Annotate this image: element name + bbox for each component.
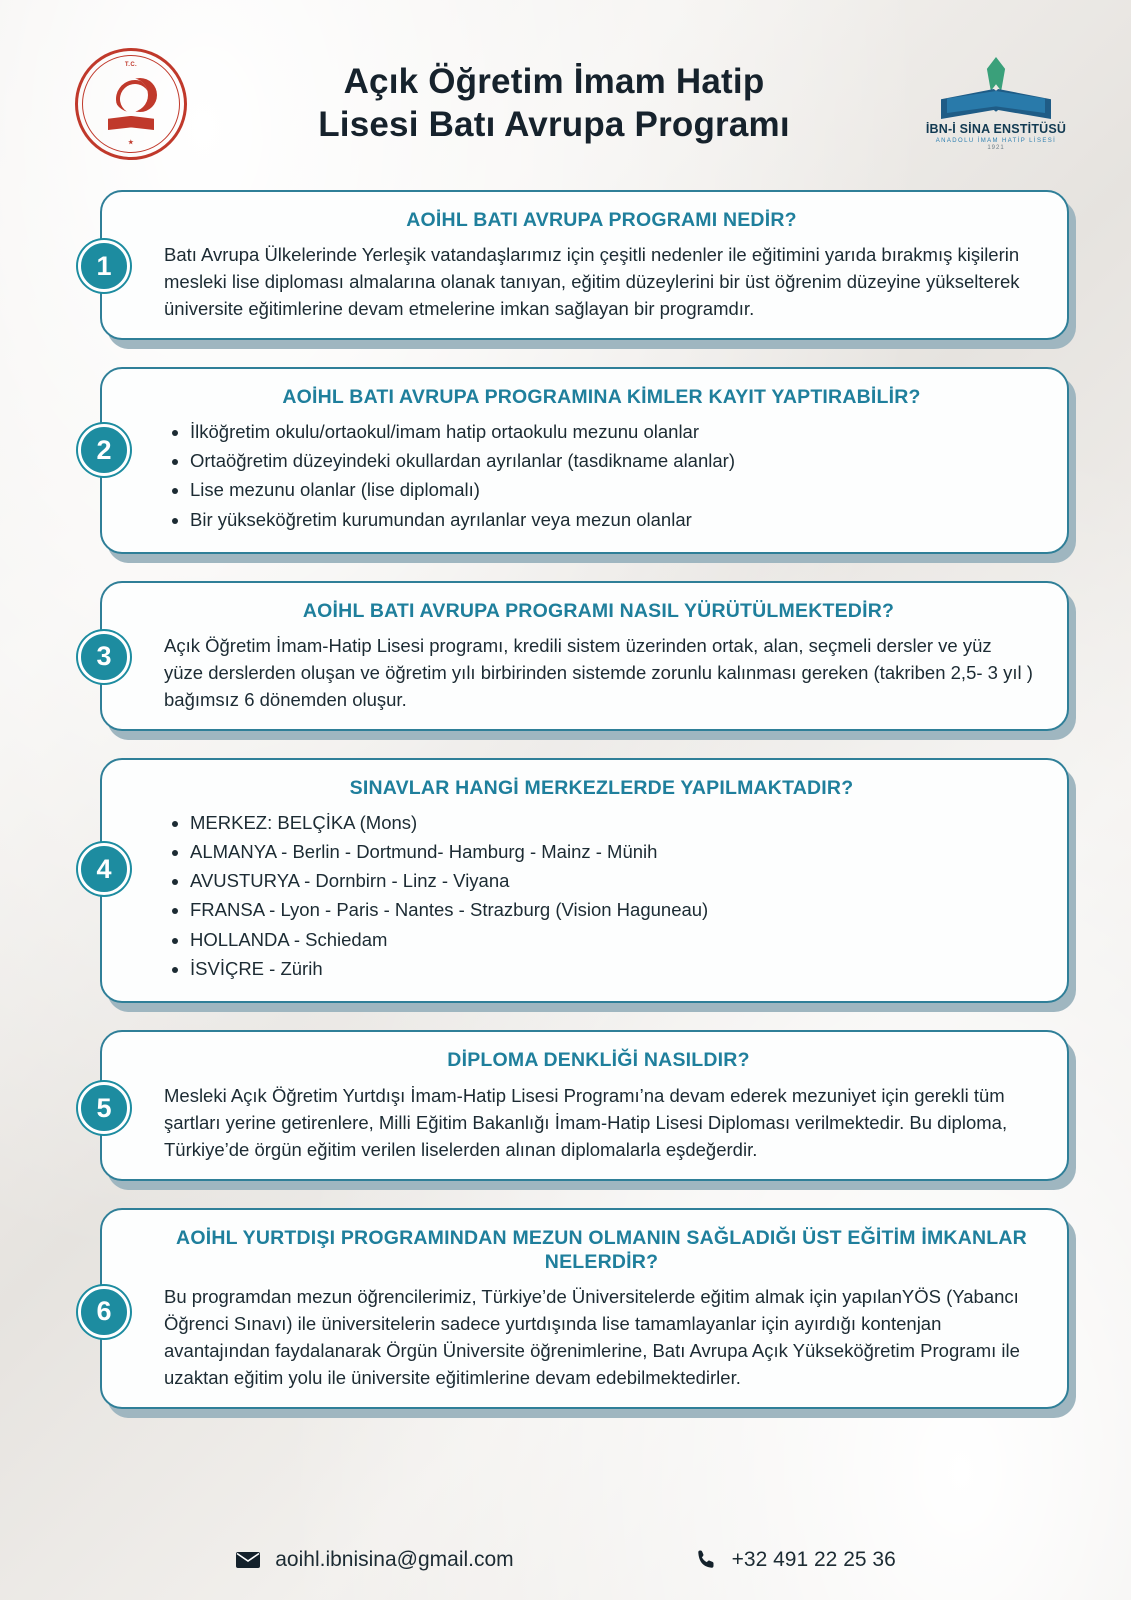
list-item: • Lise mezunu olanlar (lise diplomalı): [190, 477, 1039, 503]
list-item: • İSVİÇRE - Zürih: [190, 956, 1039, 982]
footer-phone-text: +32 491 22 25 36: [731, 1548, 896, 1571]
faq-body-6: [164, 1283, 1039, 1391]
faq-body-4: [164, 810, 1039, 983]
faq-title-2: AOİHL BATI AVRUPA PROGRAMINA KİMLER KAYIT YAPTIRABİLİR?: [282, 386, 921, 409]
faq-item-5: [78, 1030, 1069, 1180]
step-badge-4: 4: [78, 843, 130, 895]
footer-email-text: aoihl.ibnisina@gmail.com: [275, 1548, 514, 1571]
list-item: • İlköğretim okulu/ortaokul/imam hatip ortaokulu mezunu olanlar: [190, 419, 1039, 445]
faq-card-5: [100, 1030, 1069, 1180]
faq-card-6: [100, 1208, 1069, 1410]
page-title-line2: Lisesi Batı Avrupa Programı: [318, 105, 790, 144]
institute-logo: [921, 57, 1071, 151]
phone-icon: [694, 1548, 718, 1572]
institute-logo-subtitle: ANADOLU İMAM HATİP LİSESİ: [935, 138, 1057, 144]
faq-item-6: [78, 1208, 1069, 1410]
step-badge-1: 1: [78, 240, 130, 292]
crescent-icon: [114, 78, 148, 112]
faq-paragraph-5: Mesleki Açık Öğretim Yurtdışı İmam-Hatip Lisesi Programı’na devam ederek mezuniyet için gerekli tüm şartları yerine getirenlere, Milli Eğitim Bakanlığı İmam-Hatip Lisesi Diploması verilmektedir. Bu diploma, Türkiye’de örgün eğitim verilen liselerden alınan diplomalarla eşdeğerdir.: [164, 1084, 1008, 1160]
faq-title-3: AOİHL BATI AVRUPA PROGRAMI NASIL YÜRÜTÜLMEKTEDİR?: [302, 599, 895, 622]
list-item: • ALMANYA - Berlin - Dortmund- Hamburg - Mainz - Münih: [190, 839, 1039, 865]
step-badge-3: 3: [78, 631, 130, 683]
faq-title-1: AOİHL BATI AVRUPA PROGRAMI NEDİR?: [406, 209, 797, 231]
faq-card-3: [100, 581, 1069, 731]
faq-item-2: [78, 367, 1069, 553]
faq-card-list: [0, 190, 1131, 1409]
step-badge-5: 5: [78, 1082, 130, 1134]
faq-title-6: AOİHL YURTDIŞI PROGRAMINDAN MEZUN OLMANIN SAĞLADIĞI ÜST EĞİTİM İMKANLAR NELERDİR?: [176, 1226, 1027, 1273]
faq-paragraph-6: Bu programdan mezun öğrencilerimiz, Türkiye’de Üniversitelerde eğitim almak için yapılanYÖS (Yabancı Öğrenci Sınavı) ile üniversitelerin sadece yurtdışında lise tamamlayanlar için ayırdığı kontenjan avantajından faydalanarak Örgün Üniversite öğrenimlerine, Batı Avrupa Açık Yükseköğretim Programı ile uzaktan eğitim yolu ile üniversite eğitimlerine devam edebilmektedirler.: [164, 1286, 1020, 1389]
list-item: • FRANSA - Lyon - Paris - Nantes - Strazburg (Vision Haguneau): [190, 897, 1039, 923]
footer-email[interactable]: [235, 1548, 513, 1572]
list-item: • Bir yükseköğretim kurumundan ayrılanlar veya mezun olanlar: [190, 507, 1039, 533]
meb-logo: [75, 48, 187, 160]
faq-body-3: [164, 632, 1033, 713]
list-item: • Ortaöğretim düzeyindeki okullardan ayrılanlar (tasdikname alanlar): [190, 448, 1039, 474]
faq-bullet-list-2: [164, 419, 1039, 533]
list-item: • MERKEZ: BELÇİKA (Mons): [190, 810, 1039, 836]
header: [0, 0, 1131, 190]
step-badge-6: 6: [78, 1286, 130, 1338]
envelope-icon: [235, 1551, 261, 1569]
book-icon: [108, 116, 154, 130]
list-item: • HOLLANDA - Schiedam: [190, 927, 1039, 953]
faq-card-1: [100, 190, 1069, 340]
meb-logo-emblem: [75, 48, 187, 160]
page-title-line1: Açık Öğretim İmam Hatip: [343, 62, 765, 102]
institute-logo-year: 1921: [987, 145, 1005, 151]
faq-body-1: [164, 241, 1039, 322]
footer-phone[interactable]: [694, 1548, 896, 1572]
faq-item-3: [78, 581, 1069, 731]
institute-logo-name: İBN-İ SİNA ENSTİTÜSÜ: [925, 122, 1067, 136]
footer: [0, 1548, 1131, 1572]
faq-paragraph-1: Batı Avrupa Ülkelerinde Yerleşik vatandaşlarımız için çeşitli nedenler ile eğitimini yarıda bırakmış kişilerin mesleki lise diploması almalarına olanak tanıyan, eğitim düzeylerini bir üst öğrenim düzeyine yükselterek üniversite eğitimlerine devam etmelerine imkan sağlayan bir programdır.: [164, 244, 1020, 320]
faq-card-4: [100, 758, 1069, 1003]
faq-item-4: [78, 758, 1069, 1003]
list-item: • AVUSTURYA - Dornbirn - Linz - Viyana: [190, 868, 1039, 894]
faq-item-1: [78, 190, 1069, 340]
faq-body-2: [164, 419, 1039, 533]
faq-body-5: [164, 1082, 1033, 1163]
faq-title-5: DİPLOMA DENKLİĞİ NASILDIR?: [447, 1049, 750, 1072]
meb-logo-top-text: T.C.: [124, 62, 138, 68]
meb-logo-bottom-text: ★: [128, 140, 134, 146]
faq-bullet-list-4: [164, 810, 1039, 983]
page-title: [187, 61, 921, 146]
institute-logo-mark: [941, 57, 1051, 119]
leaf-icon: [983, 57, 1009, 91]
faq-paragraph-3: Açık Öğretim İmam-Hatip Lisesi programı, kredili sistem üzerinden ortak, alan, seçmeli dersler ve yüz yüze derslerden oluşan ve öğretim yılı birbirinden sistemde zorunlu kalınması gereken (takriben 2,5- 3 yıl ) bağımsız 6 dönemden oluşur.: [164, 635, 1033, 711]
step-badge-2: 2: [78, 424, 130, 476]
faq-card-2: [100, 367, 1069, 553]
faq-title-4: SINAVLAR HANGİ MERKEZLERDE YAPILMAKTADIR?: [349, 777, 854, 800]
